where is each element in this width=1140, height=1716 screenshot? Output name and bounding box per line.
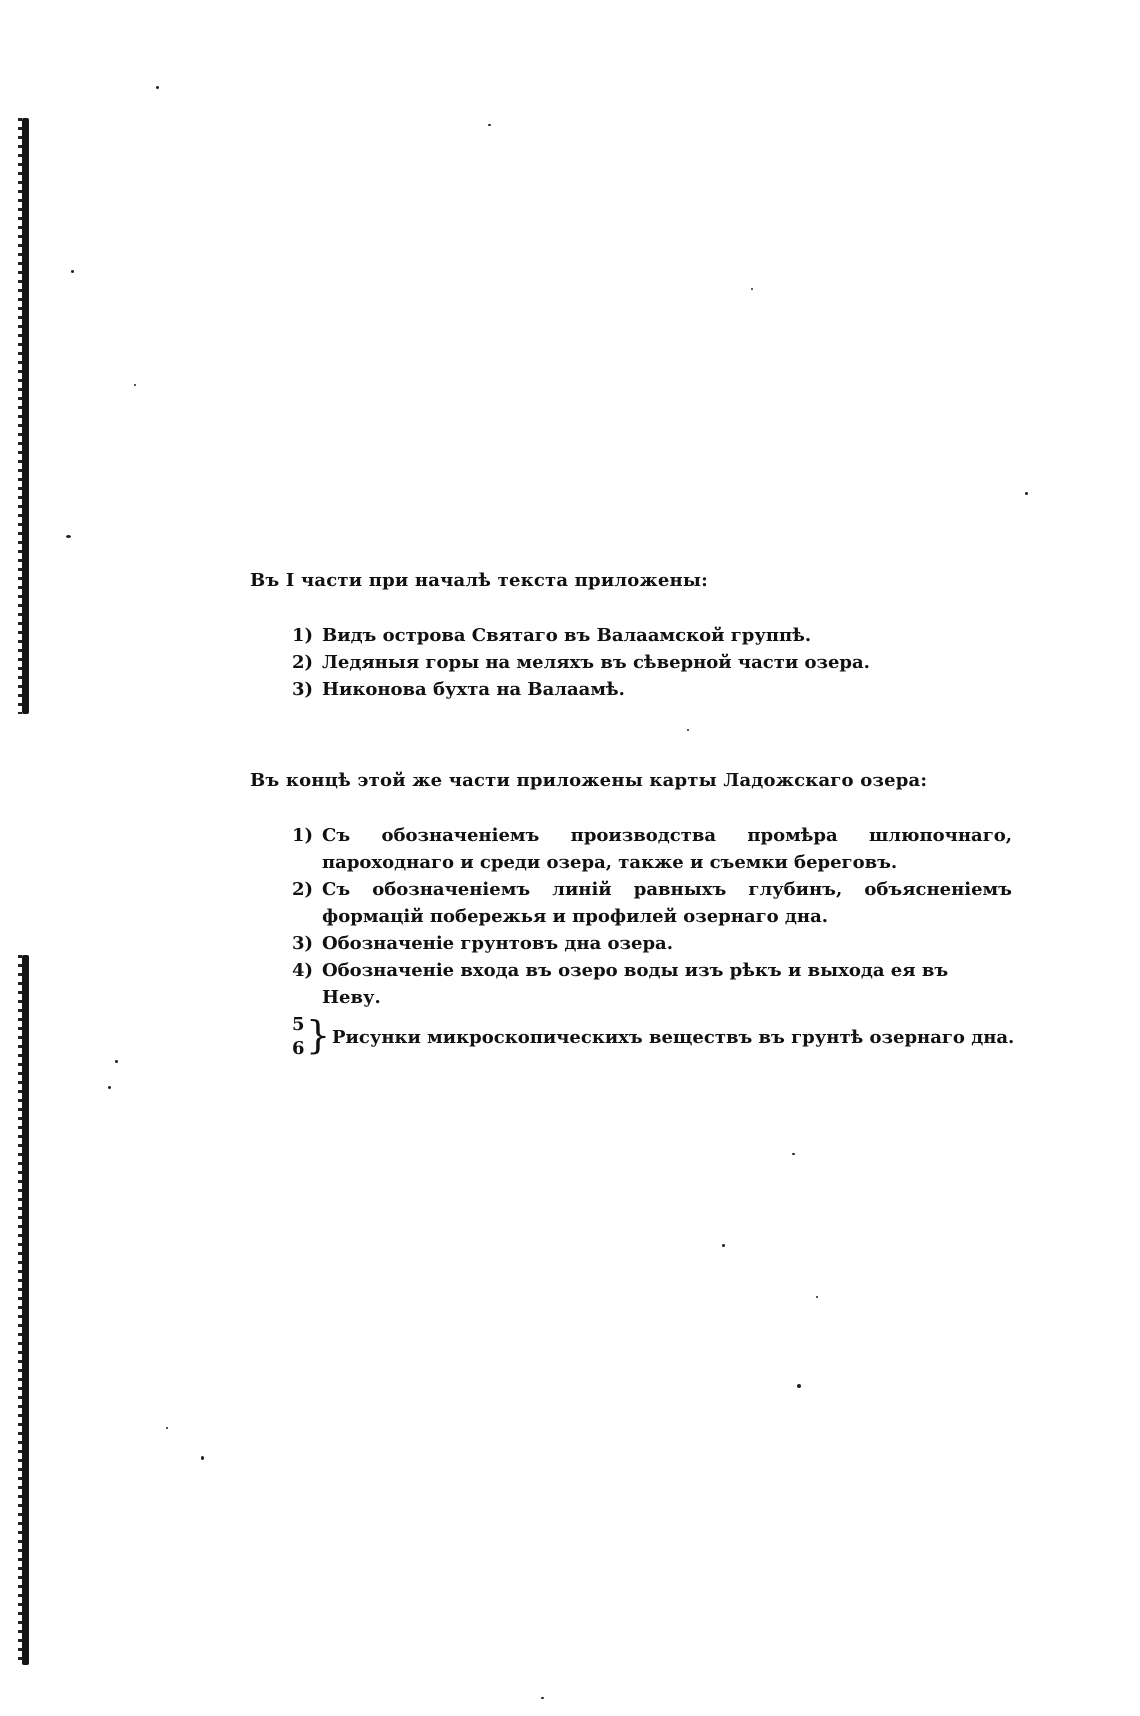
scan-speck (816, 1296, 818, 1298)
item-text: Никонова бухта на Валаамѣ. (322, 679, 625, 700)
item-number: 3) (292, 933, 314, 954)
braced-list-item (292, 1011, 1015, 1065)
list-item (292, 957, 1012, 1011)
binding-edge-top (22, 118, 29, 714)
item-number: 1) (292, 825, 314, 846)
scan-speck (797, 1384, 801, 1388)
item-text: Обозначеніе входа въ озеро воды изъ рѣкъ и выхода ея въ Неву. (322, 960, 949, 1008)
item-number: 2) (292, 879, 314, 900)
scan-speck (201, 1456, 204, 1460)
scan-speck (722, 1244, 725, 1247)
scan-speck (115, 1060, 118, 1063)
section2-list (292, 822, 1015, 1065)
scan-speck (71, 270, 74, 273)
list-item (292, 930, 1012, 957)
scan-speck (792, 1153, 795, 1155)
item-text: Видъ острова Святаго въ Валаамской группѣ. (322, 625, 812, 646)
section2-heading: Въ концѣ этой же части приложены карты Ладожскаго озера: (250, 770, 928, 791)
scan-speck (166, 1427, 168, 1429)
scan-speck (66, 535, 71, 538)
scan-speck (541, 1697, 544, 1699)
item-text: Рисунки микроскопическихъ веществъ въ грунтѣ озернаго дна. (332, 1027, 1015, 1048)
list-item (292, 876, 1012, 930)
binding-edge-bottom (22, 955, 29, 1665)
item-text: Ледяныя горы на меляхъ въ сѣверной части озера. (322, 652, 870, 673)
scan-speck (156, 86, 159, 89)
item-text: Обозначеніе грунтовъ дна озера. (322, 933, 673, 954)
scan-speck (134, 384, 136, 386)
item-number: 4) (292, 960, 314, 981)
list-item (292, 649, 1012, 676)
item-text: Съ обозначеніемъ производства промѣра шлюпочнаго, пароходнаго и среди озера, также и съемки береговъ. (322, 825, 1012, 873)
item-number: 2) (292, 652, 314, 673)
braced-numbers (292, 1013, 306, 1061)
item-number: 1) (292, 625, 314, 646)
list-item (292, 676, 1012, 703)
list-item (292, 822, 1012, 876)
item-number-5: 5 (292, 1014, 305, 1035)
scan-speck (108, 1086, 111, 1089)
item-text: Съ обозначеніемъ линій равныхъ глубинъ, объясненіемъ формацій побережья и профилей озернаго дна. (322, 879, 1012, 927)
item-number-6: 6 (292, 1038, 305, 1059)
curly-brace-icon: } (306, 1013, 331, 1057)
scan-speck (1025, 492, 1028, 495)
scan-speck (687, 729, 689, 731)
scan-speck (488, 124, 491, 126)
list-item (292, 622, 1012, 649)
item-number: 3) (292, 679, 314, 700)
scan-speck (751, 288, 753, 290)
section1-list (292, 622, 1012, 703)
section1-heading: Въ I части при началѣ текста приложены: (250, 570, 708, 591)
